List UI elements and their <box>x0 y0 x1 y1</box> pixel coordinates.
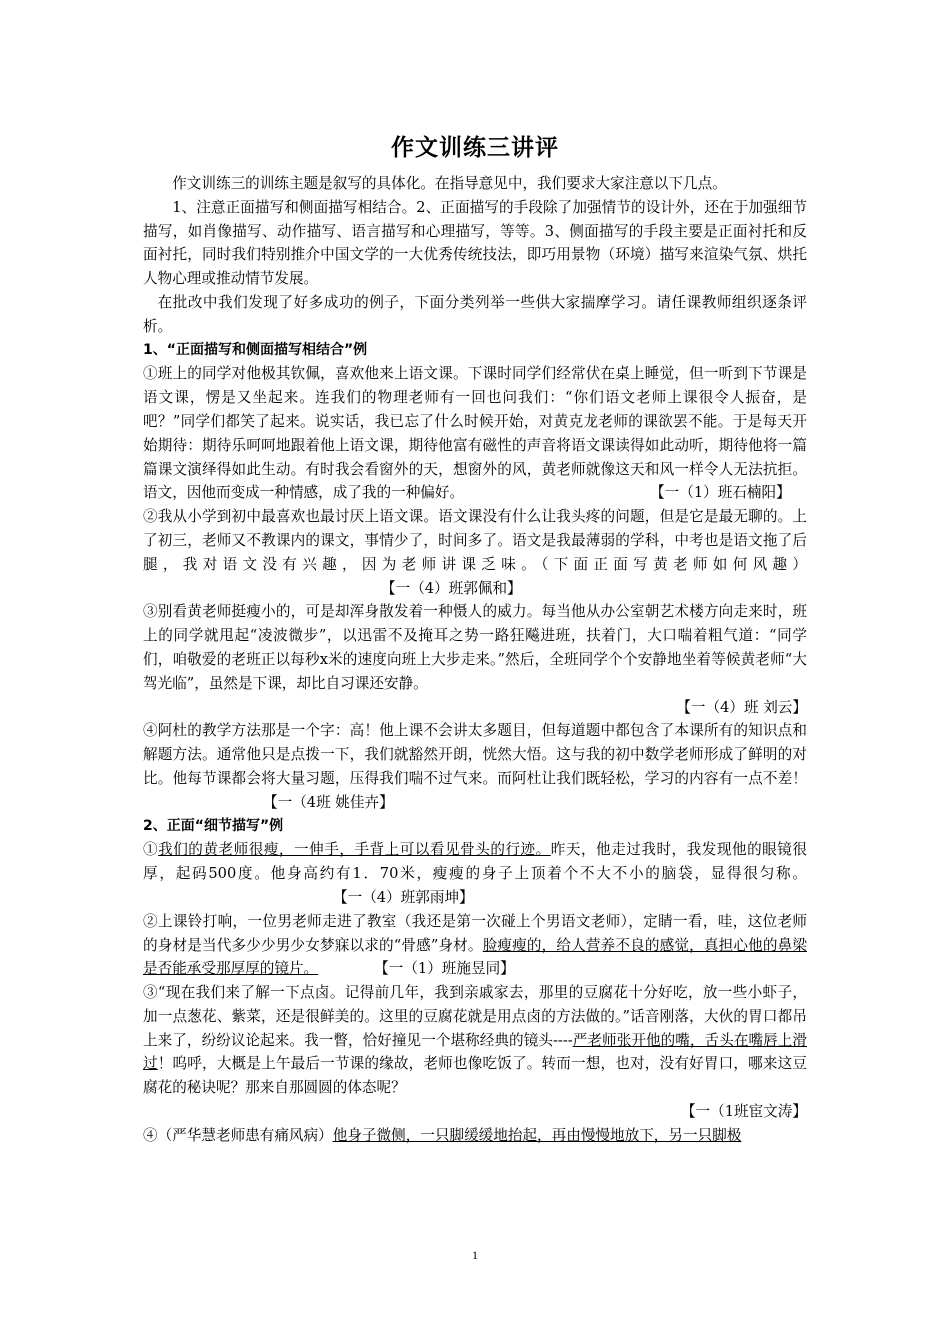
section-2-example-2 <box>143 910 807 981</box>
example-signature: 【一（1）班施昱同】 <box>374 960 515 978</box>
section-2-example-4 <box>143 1124 807 1148</box>
section-2-heading: 2、正面“细节描写”例 <box>143 817 284 834</box>
section-1-heading: 1、“正面描写和侧面描写相结合”例 <box>143 341 368 358</box>
example-signature: 【一（4）班郭雨坤】 <box>333 888 474 906</box>
example-signature: 【一（1）班石楠阳】 <box>650 484 791 502</box>
underlined-text: 他身子微侧，一只脚缓缓地抬起，再由慢慢地放下，另一只脚极 <box>332 1126 742 1144</box>
section-1-example-3-signature: 【一（4）班 刘云】 <box>676 698 807 716</box>
section-2-example-3-signature: 【一（1班宦文涛】 <box>680 1103 807 1121</box>
example-signature: 【一（4）班郭佩和】 <box>381 579 522 597</box>
section-2-example-3 <box>143 981 807 1100</box>
section-1-example-2 <box>143 505 807 600</box>
underlined-text: 严老师张开他的嘴，舌头在嘴唇上滑过 <box>143 1031 807 1073</box>
example-text: ③别看黄老师挺瘦小的，可是却浑身散发着一种慑人的威力。每当他从办公室朝艺术楼方向走来时，班上的同学就甩起“凌波微步”，以迅雷不及掩耳之势一路狂飚进班，扶着门，大口喘着粗气道：“同学们，咱敬爱的老班正以每秒x米的速度向班上大步走来。”然后，全班同学个个安静地坐着等候黄老师“大驾光临”，虽然是下课，却比自习课还安静。 <box>143 603 807 692</box>
example-text: ①班上的同学对他极其钦佩，喜欢他来上语文课。下课时同学们经常伏在桌上睡觉，但一听到下节课是语文课，愣是又坐起来。连我们的物理老师有一回也问我们：“你们语文老师上课很令人振奋，是吧？”同学们都笑了起来。说实话，我已忘了什么时候开始，对黄克龙老师的课欲罢不能。于是每天开始期待：期待乐呵呵地跟着他上语文课，期待他富有磁性的声音将语文课读得如此动听，期待他将一篇篇课文演绎得如此生动。有时我会看窗外的天，想窗外的风，黄老师就像这天和风一样令人无法抗拒。语文，因他而变成一种情感，成了我的一种偏好。 <box>143 365 807 502</box>
example-text: 昨天，他走过我时，我发现他的眼镜很厚，起码500度。他身高约有1．70米，瘦瘦的身子上顶着个不大不小的脑袋，显得很匀称。 <box>143 841 807 883</box>
example-text: ③“现在我们来了解一下点卤。记得前几年，我到亲戚家去，那里的豆腐花十分好吃，放一些小虾子，加一点葱花、紫菜，还是很鲜美的。这里的豆腐花就是用点卤的方法做的。”话音刚落，大伙的胃口都吊上来了，纷纷议论起来。我一瞥，恰好撞见一个堪称经典的镜头---- <box>143 984 807 1049</box>
page-number: 1 <box>472 1248 478 1262</box>
example-text-continued: ！呜呼，大概是上午最后一节课的缘故，老师也像吃饭了。转而一想，也对，没有好胃口，哪来这豆腐花的秘诀呢？那来自那圆圆的体态呢？ <box>143 1055 807 1097</box>
example-text: ②上课铃打响，一位男老师走进了教室（我还是第一次碰上个男语文老师），定睛一看，哇，这位老师的身材是当代多少少男少女梦寐以求的“骨感”身材。 <box>143 912 807 954</box>
page-title: 作文训练三讲评 <box>391 134 559 161</box>
example-signature: 【一（4班 姚佳卉】 <box>263 793 394 811</box>
example-marker: ① <box>143 841 159 859</box>
section-1-example-1 <box>143 362 807 505</box>
section-2-example-1 <box>143 838 807 909</box>
underlined-text: 我们的黄老师很瘦，一伸手，手背上可以看见骨头的行迹。 <box>158 841 551 859</box>
intro-paragraph-1: 作文训练三的训练主题是叙写的具体化。在指导意见中，我们要求大家注意以下几点。 <box>172 175 727 192</box>
section-1-example-4 <box>143 719 807 814</box>
intro-paragraph-3: 在批改中我们发现了好多成功的例子，下面分类列举一些供大家揣摩学习。请任课教师组织逐条评析。 <box>143 293 807 335</box>
example-text: ②我从小学到初中最喜欢也最讨厌上语文课。语文课没有什么让我头疼的问题，但是它是最无聊的。上了初三，老师又不教课内的课文，事情少了，时间多了。语文是我最薄弱的学科，中考也是语文拖了后腿，我对语文没有兴趣，因为老师讲课乏味。（下面正面写黄老师如何风趣） <box>143 508 807 573</box>
intro-paragraph-2: 1、注意正面描写和侧面描写相结合。2、正面描写的手段除了加强情节的设计外，还在于加强细节描写，如肖像描写、动作描写、语言描写和心理描写，等等。3、侧面描写的手段主要是正面衬托和反面衬托，同时我们特别推介中国文学的一大优秀传统技法，即巧用景物（环境）描写来渲染气氛、烘托人物心理或推动情节发展。 <box>143 198 807 288</box>
document-body <box>143 172 807 1148</box>
section-1-example-3 <box>143 600 807 695</box>
underlined-text: 脸瘦瘦的，给人营养不良的感觉，真担心他的鼻梁是否能承受那厚厚的镜片。 <box>143 936 807 978</box>
example-text: ④阿杜的教学方法那是一个字：高！他上课不会讲太多题目，但每道题中都包含了本课所有的知识点和解题方法。通常他只是点拨一下，我们就豁然开朗，恍然大悟。这与我的初中数学老师形成了鲜明的对比。他每节课都会将大量习题，压得我们喘不过气来。而阿杜让我们既轻松，学习的内容有一点不差！ <box>143 722 807 787</box>
example-text: ④（严华慧老师患有痛风病） <box>143 1126 333 1144</box>
